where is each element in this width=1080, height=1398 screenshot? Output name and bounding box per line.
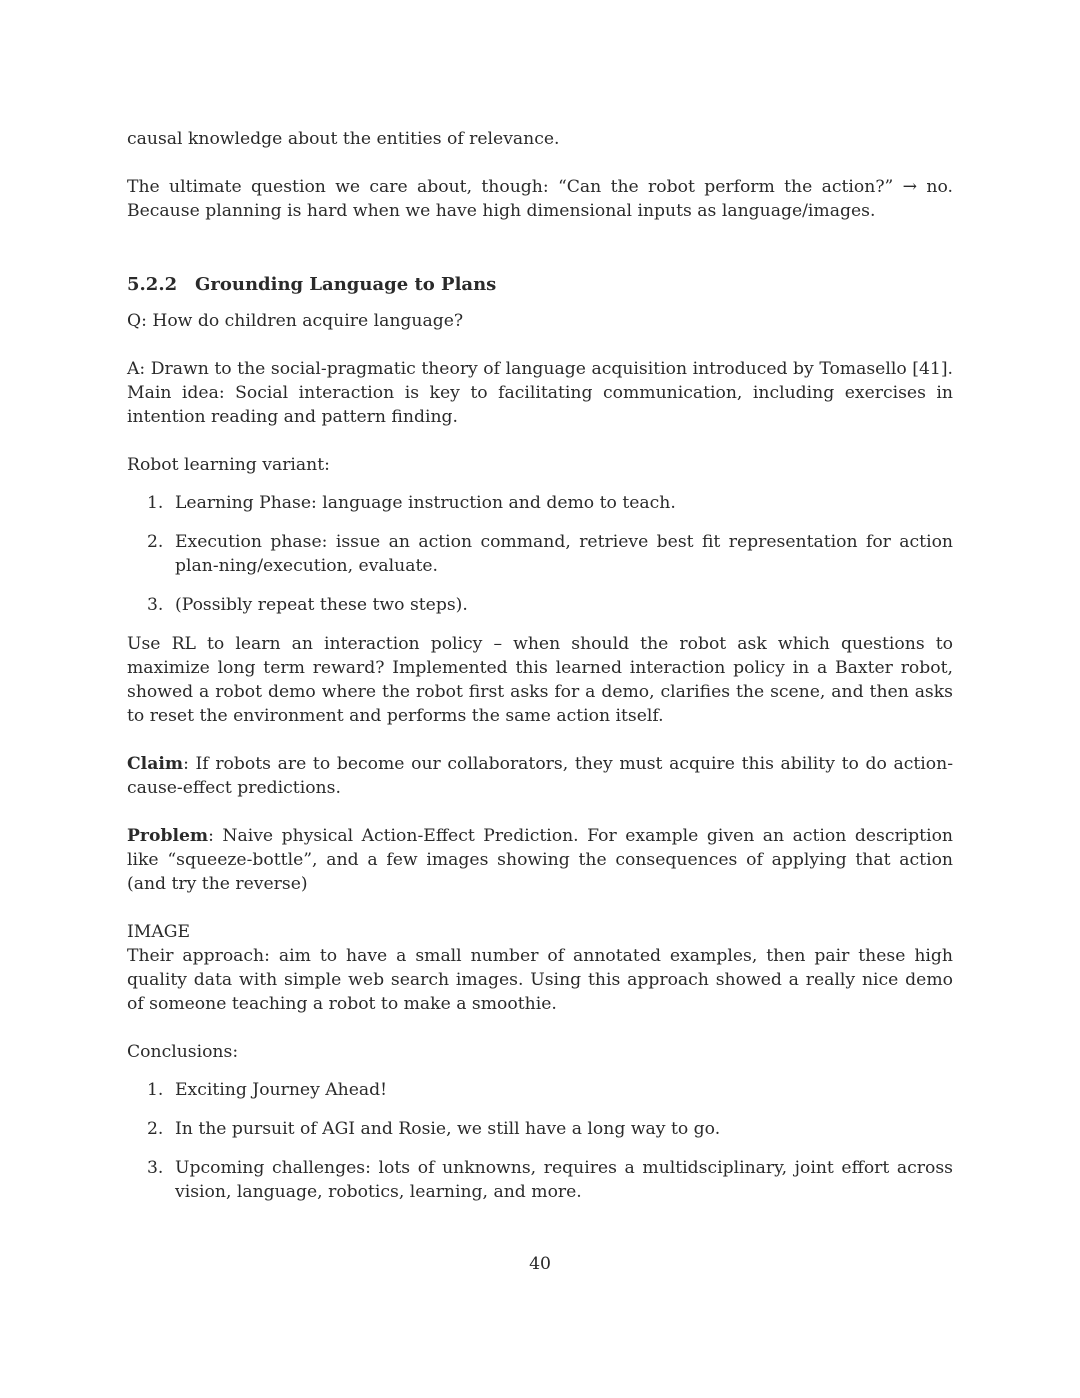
robot-learning-list [127, 491, 953, 617]
list-marker: 3. [147, 1158, 164, 1178]
list-item [127, 1117, 953, 1141]
list-marker: 1. [147, 1080, 164, 1100]
list-marker: 3. [147, 595, 164, 615]
section-title: Grounding Language to Plans [195, 274, 497, 295]
list-item-text: Learning Phase: language instruction and demo to teach. [175, 493, 676, 513]
list-marker: 1. [147, 493, 164, 513]
section-heading [127, 273, 953, 297]
question-paragraph: Q: How do children acquire language? [127, 311, 464, 331]
conclusions-list [127, 1078, 953, 1204]
list-item [127, 1156, 953, 1204]
list-item-text: Upcoming challenges: lots of unknowns, requires a multidsciplinary, joint effort across vision, language, robotics, learning, and more. [175, 1158, 953, 1202]
paragraph-ultimate-question: The ultimate question we care about, though: “Can the robot perform the action?” → no. Because planning is hard when we have high dimensional inputs as language/images. [127, 177, 953, 221]
claim-text: : If robots are to become our collaborators, they must acquire this ability to do action-cause-effect predictions. [127, 754, 953, 798]
list-item-text: In the pursuit of AGI and Rosie, we still have a long way to go. [175, 1119, 721, 1139]
problem-text: : Naive physical Action-Effect Prediction. For example given an action description like “squeeze-bottle”, and a few images showing the consequences of applying that action (and try the reverse) [127, 826, 953, 894]
list-item [127, 1078, 953, 1102]
approach-paragraph: Their approach: aim to have a small number of annotated examples, then pair these high quality data with simple web search images. Using this approach showed a really nice demo of someone teaching a robot to make a smoothie. [127, 946, 953, 1014]
list-marker: 2. [147, 1119, 164, 1139]
list-item-text: Execution phase: issue an action command, retrieve best fit representation for action plan-ning/execution, evaluate. [175, 532, 953, 576]
claim-paragraph [127, 752, 953, 800]
list-item [127, 593, 953, 617]
list-item-text: Exciting Journey Ahead! [175, 1080, 388, 1100]
paragraph-causal-knowledge: causal knowledge about the entities of relevance. [127, 129, 560, 149]
robot-learning-intro: Robot learning variant: [127, 455, 330, 475]
list-marker: 2. [147, 532, 164, 552]
page-number: 40 [529, 1254, 551, 1274]
problem-paragraph [127, 824, 953, 896]
problem-label: Problem [127, 826, 209, 846]
claim-label: Claim [127, 754, 184, 774]
rl-paragraph: Use RL to learn an interaction policy – when should the robot ask which questions to maximize long term reward? Implemented this learned interaction policy in a Baxter robot, showed a robot demo where the robot first asks for a demo, clarifies the scene, and then asks to reset the environment and performs the same action itself. [127, 634, 953, 726]
image-placeholder: IMAGE [127, 922, 191, 942]
conclusions-intro: Conclusions: [127, 1042, 239, 1062]
answer-paragraph: A: Drawn to the social-pragmatic theory of language acquisition introduced by Tomasello [41]. Main idea: Social interaction is key to facilitating communication, including exercises in intention reading and pattern finding. [127, 359, 953, 427]
list-item [127, 491, 953, 515]
section-number: 5.2.2 [127, 274, 178, 295]
list-item-text: (Possibly repeat these two steps). [175, 595, 468, 615]
list-item [127, 530, 953, 578]
